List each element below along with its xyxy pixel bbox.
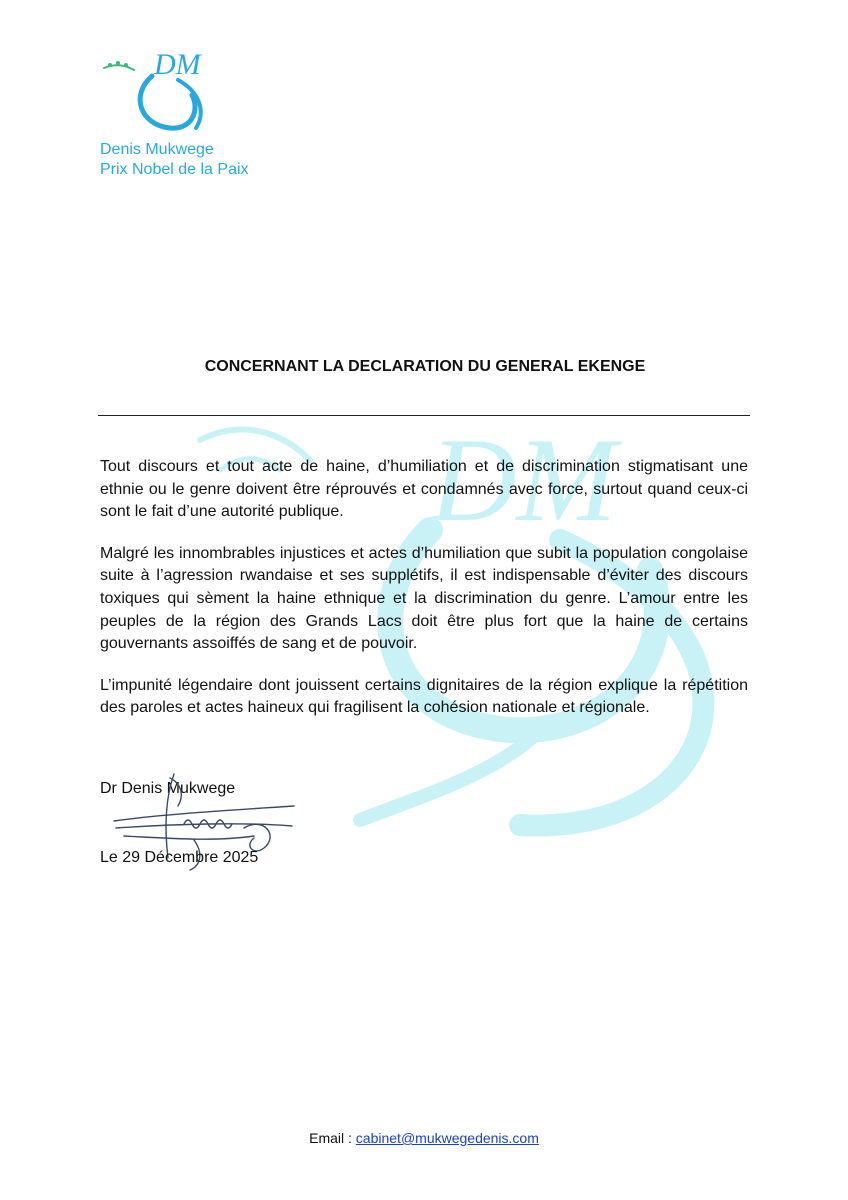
dove-logo bbox=[100, 40, 210, 140]
email-link[interactable]: cabinet@mukwegedenis.com bbox=[355, 1130, 539, 1146]
org-name: Denis Mukwege bbox=[100, 141, 214, 158]
paragraph-2: Malgré les innombrables injustices et actes d’humiliation que subit la population congolaise suite à l’agression rwandaise et ses supplétifs, il est indispensable d’éviter des discours toxiques qui sèment la haine ethnique et la discrimination du genre. L’amour entre les peuples de la région des Grands Lacs doit être plus fort que la haine de certains gouvernants assoiffés de sang et de pouvoir. bbox=[100, 544, 748, 653]
paragraph-3: L’impunité légendaire dont jouissent certains dignitaires de la région explique la répétition des paroles et actes haineux qui fragilisent la cohésion nationale et régionale. bbox=[100, 676, 748, 717]
document-date: Le 29 Décembre 2025 bbox=[100, 849, 259, 866]
title-divider bbox=[98, 415, 750, 416]
organization-block bbox=[100, 140, 249, 180]
document-body bbox=[100, 456, 748, 739]
footer bbox=[0, 1130, 848, 1146]
signatory-name: Dr Denis Mukwege bbox=[100, 780, 236, 797]
org-subtitle: Prix Nobel de la Paix bbox=[100, 161, 249, 178]
document-title: CONCERNANT LA DECLARATION DU GENERAL EKENGE bbox=[204, 358, 646, 375]
paragraph-1: Tout discours et tout acte de haine, d’humiliation et de discrimination stigmatisant une ethnie ou le genre doivent être réprouvés et condamnés avec force, surtout quand ceux-ci sont le fait d’une autorité publique. bbox=[100, 458, 748, 521]
svg-text:DM: DM bbox=[430, 413, 617, 546]
email-label: Email : bbox=[309, 1130, 356, 1146]
svg-text:DM: DM bbox=[154, 48, 201, 81]
